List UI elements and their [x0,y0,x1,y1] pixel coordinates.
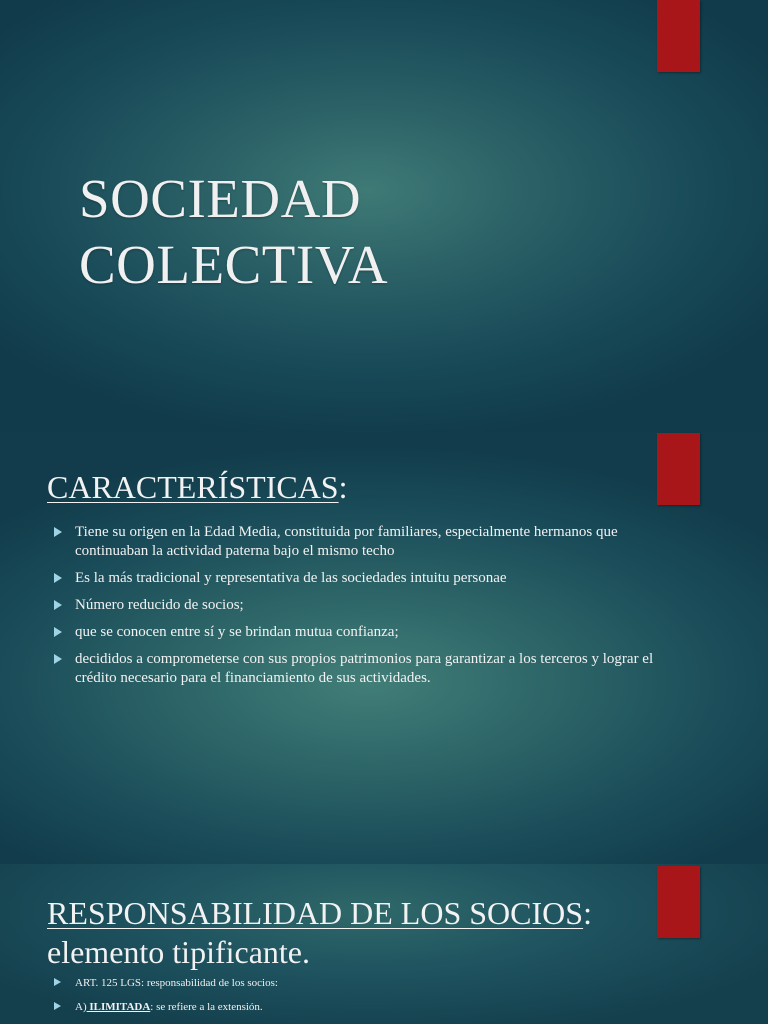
heading-underlined-text: CARACTERÍSTICAS [47,469,339,505]
responsibility-subheading: elemento tipificante. [47,934,310,970]
list-item-prefix: A) [75,1001,87,1013]
bullet-arrow-icon [54,573,62,583]
list-item [54,596,654,615]
list-item-text: Número reducido de socios; [75,597,244,613]
list-item-text: decididos a comprometerse con sus propios patrimonios para garantizar a los terceros y lograr el crédito necesario para el financiamiento de sus actividades. [75,651,654,686]
list-item-text: Es la más tradicional y representativa de las sociedades intuitu personae [75,570,507,586]
list-item [54,569,654,588]
list-item-text: ART. 125 LGS: responsabilidad de los socios: [75,977,278,989]
title-line-2: COLECTIVA [79,234,389,295]
characteristics-heading [47,468,347,506]
accent-bar [657,0,700,72]
bullet-arrow-icon [54,978,61,986]
slide-characteristics [0,432,768,864]
heading-underlined-text: RESPONSABILIDAD DE LOS SOCIOS [47,895,584,931]
characteristics-list [54,523,654,696]
heading-colon: : [338,469,348,505]
bullet-arrow-icon [54,600,62,610]
accent-bar [657,433,700,505]
responsibility-heading [47,894,592,932]
list-item-emphasis: ILIMITADA [86,1001,151,1013]
title-line-1: SOCIEDAD [79,168,362,229]
list-item [54,650,654,688]
heading-colon: : [583,895,592,931]
list-item-text: que se conocen entre sí y se brindan mutua confianza; [75,624,399,640]
slide-title [0,0,768,432]
bullet-arrow-icon [54,627,62,637]
list-item [54,523,654,561]
slide-responsibility [0,864,768,1024]
accent-bar [657,866,700,938]
responsibility-list [54,976,614,1024]
list-item-text: Tiene su origen en la Edad Media, constituida por familiares, especialmente hermanos que continuaban la actividad paterna bajo el mismo techo [75,524,618,559]
list-item [54,976,614,990]
bullet-arrow-icon [54,654,62,664]
slide-title-text [79,166,388,298]
list-item [54,1000,614,1014]
list-item-text: : se refiere a la extensión. [150,1001,263,1013]
list-item [54,623,654,642]
bullet-arrow-icon [54,527,62,537]
bullet-arrow-icon [54,1002,61,1010]
